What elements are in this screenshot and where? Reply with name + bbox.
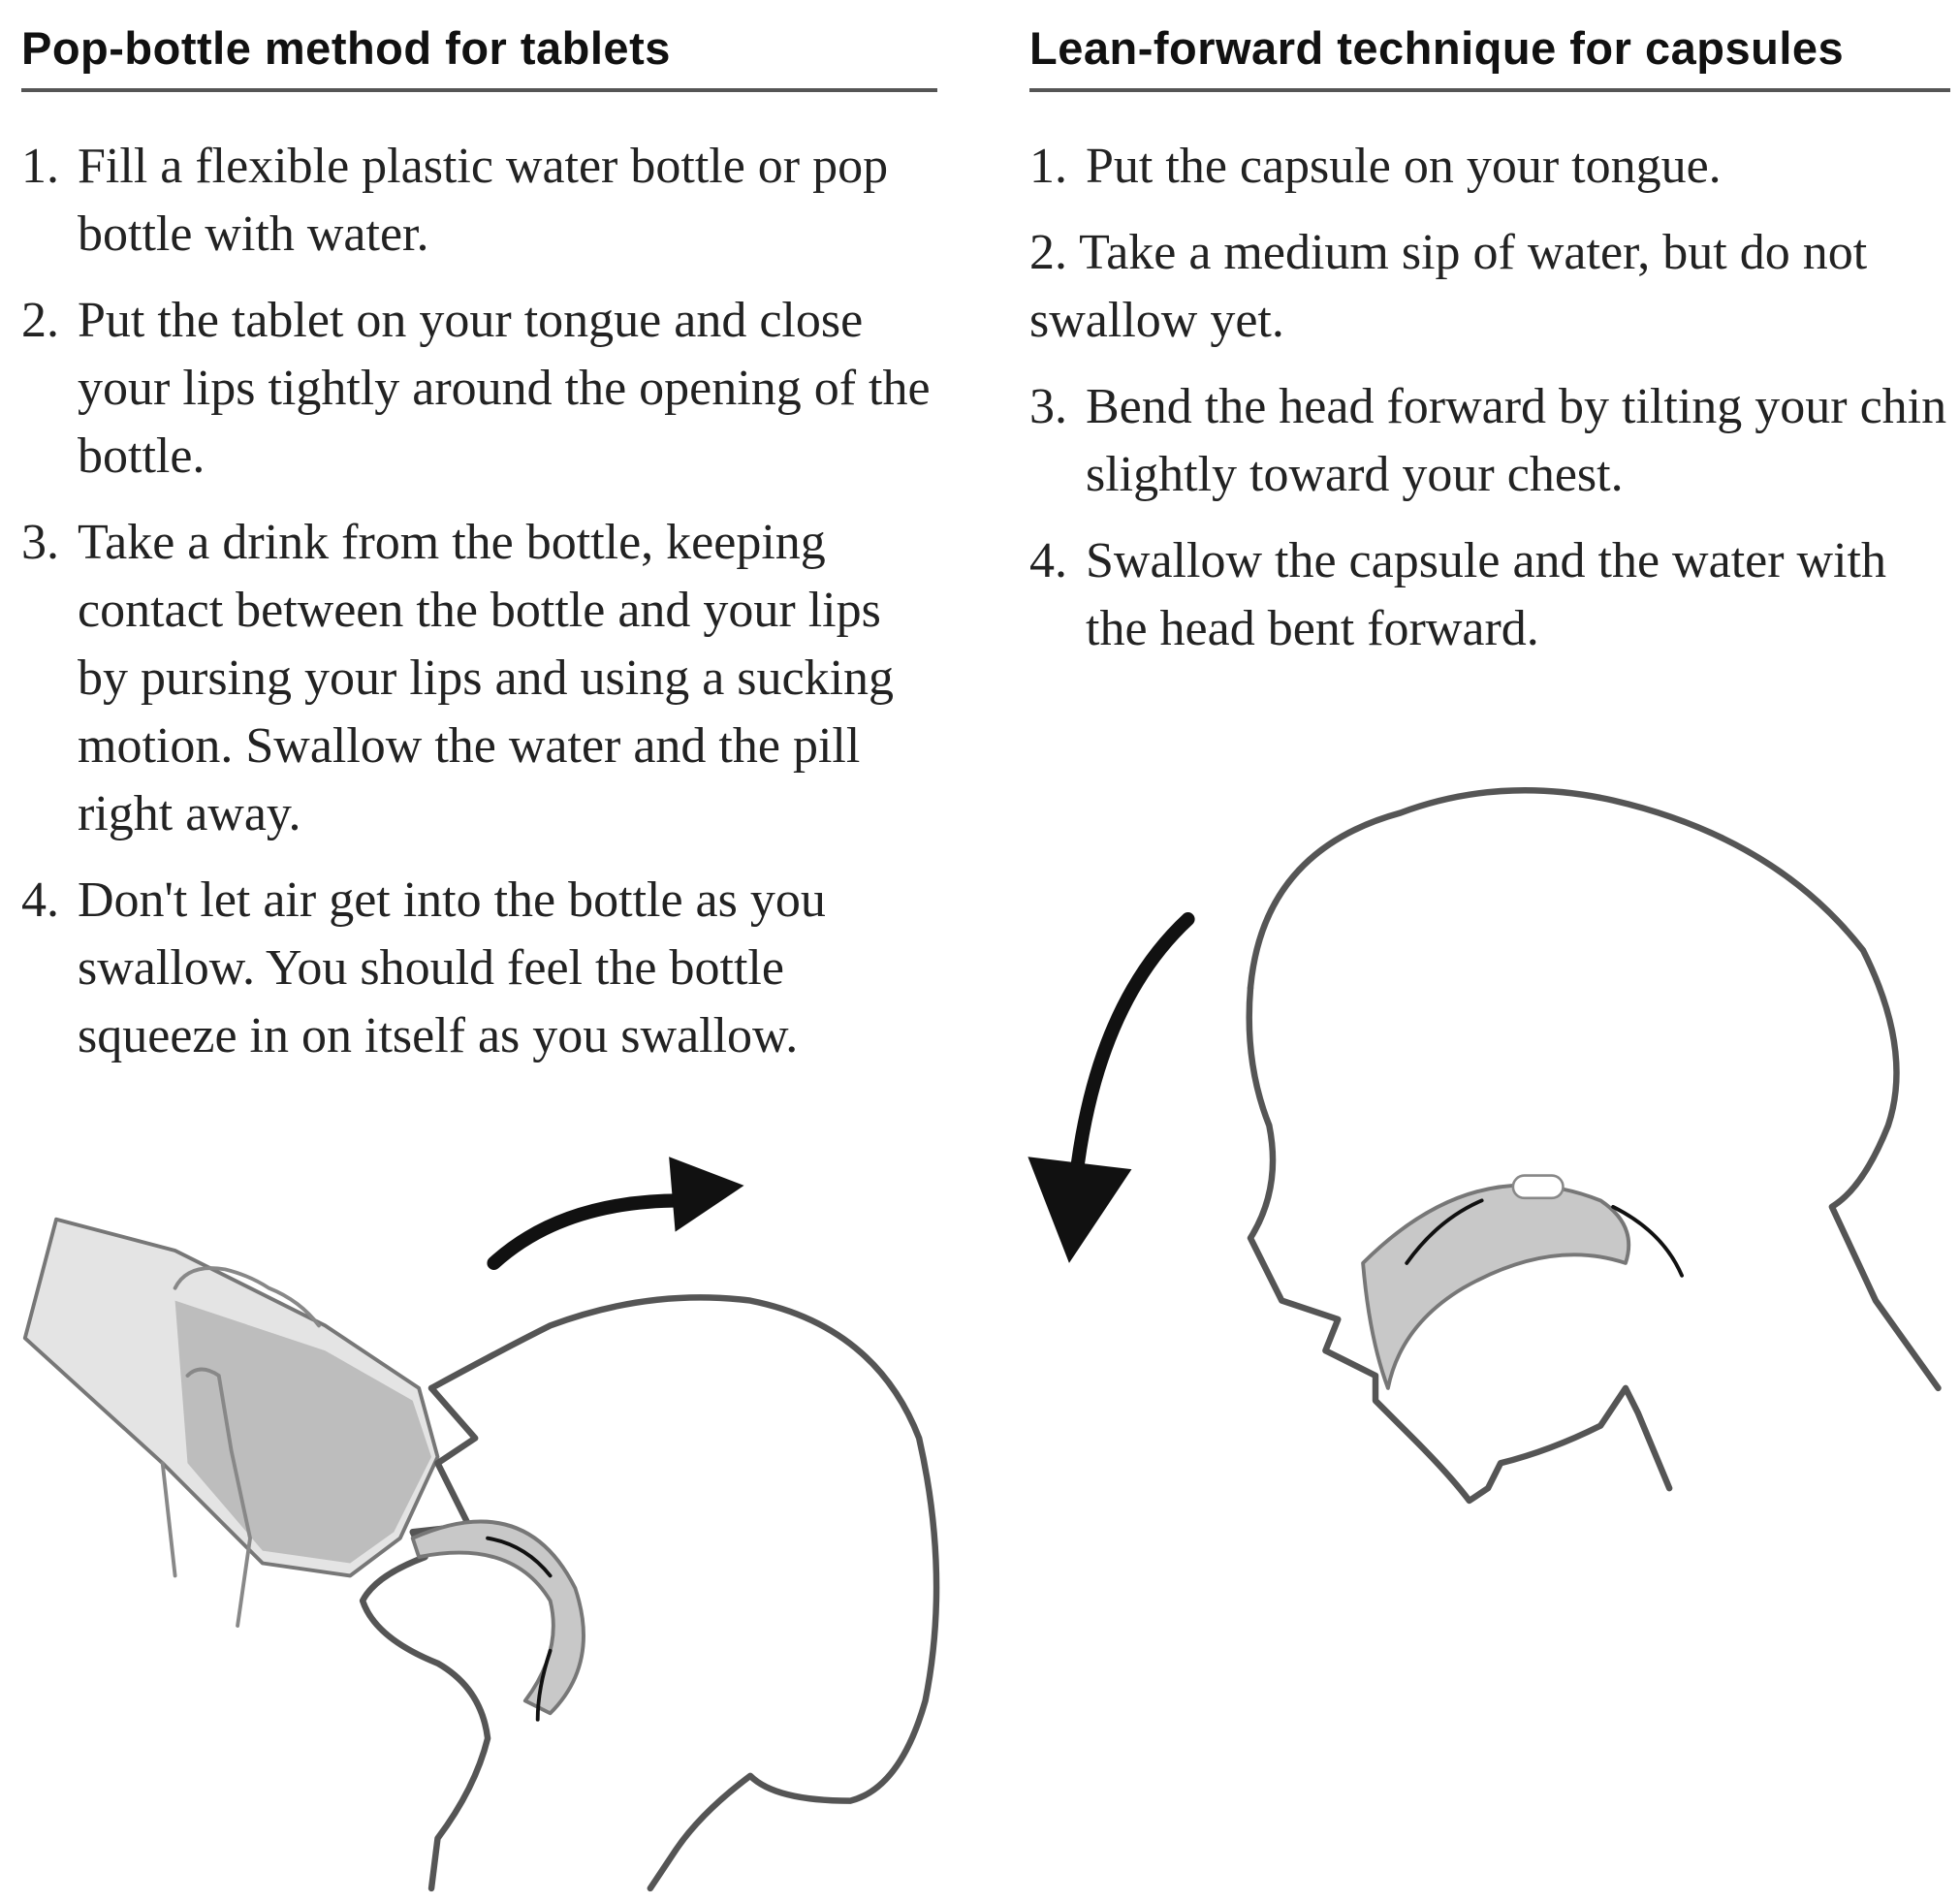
step-number: 4. [21, 872, 59, 928]
step-text: Don't let air get into the bottle as you swallow. You should feel the bottle squeeze in on itself as you swallow. [78, 872, 826, 1063]
tilt-arrow-left [494, 1200, 682, 1263]
lean-forward-illustration [1027, 790, 1938, 1501]
steps-list [1029, 133, 1950, 663]
step-number: 3. [21, 515, 59, 570]
throat-channel-left [413, 1521, 584, 1713]
section-heading: Pop-bottle method for tablets [21, 21, 937, 92]
list-item [21, 133, 937, 269]
step-text: Bend the head forward by tilting your chin slightly toward your chest. [1086, 379, 1947, 502]
lean-arrow-right [1078, 919, 1188, 1163]
step-text: Swallow the capsule and the water with the head bent forward. [1086, 533, 1886, 656]
list-item [1029, 219, 1950, 355]
step-number: 3. [1029, 379, 1067, 434]
pop-bottle-section [21, 21, 937, 1089]
capsule-icon [1513, 1176, 1564, 1198]
step-text: Put the capsule on your tongue. [1086, 139, 1722, 194]
lean-arrowhead-right [1027, 1157, 1131, 1263]
steps-list [21, 133, 937, 1070]
list-item [21, 509, 937, 848]
step-number: 2. [21, 293, 59, 348]
mouth-channel-right [1363, 1186, 1628, 1388]
section-heading: Lean-forward technique for capsules [1029, 21, 1950, 92]
list-item [21, 287, 937, 491]
step-text: Take a drink from the bottle, keeping contact between the bottle and your lips by pursing your lips and using a sucking motion. Swallow the water and the pill right away. [78, 515, 895, 841]
head-outline-right [1250, 790, 1939, 1388]
list-item [1029, 373, 1950, 509]
tilt-arrowhead-left [669, 1157, 743, 1231]
list-item [21, 867, 937, 1070]
step-number: 2. [1029, 225, 1067, 280]
pop-bottle-illustration [25, 1157, 936, 1888]
step-number: 1. [1029, 139, 1067, 194]
list-item [1029, 527, 1950, 663]
step-number: 4. [1029, 533, 1067, 588]
step-number: 1. [21, 139, 59, 194]
step-text: Put the tablet on your tongue and close your lips tightly around the opening of the bottle. [78, 293, 931, 484]
step-text: Take a medium sip of water, but do not swallow yet. [1029, 225, 1868, 348]
head-outline-left [431, 1297, 936, 1888]
list-item [1029, 133, 1950, 201]
step-text: Fill a flexible plastic water bottle or pop bottle with water. [78, 139, 889, 262]
lean-forward-section [1029, 21, 1950, 682]
